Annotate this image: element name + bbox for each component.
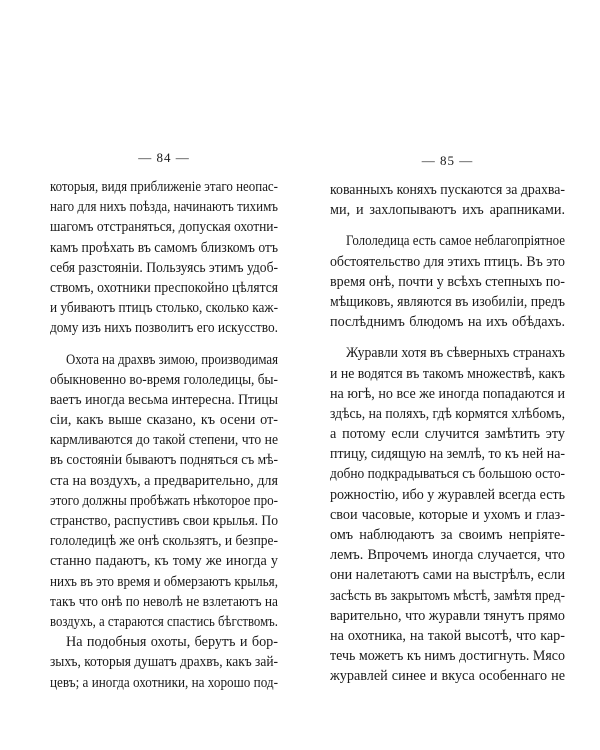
text-line: добно подкрадываться съ большою осто- bbox=[330, 466, 565, 483]
text-line: станно падаютъ, къ тому же иногда у bbox=[50, 553, 278, 570]
text-line: обстоятельство для этихъ птицъ. Въ это bbox=[330, 253, 565, 270]
page-number: — 84 — bbox=[138, 150, 190, 165]
text-line: птицу, сидящую на землѣ, то къ ней на- bbox=[330, 446, 565, 463]
text-line: шагомъ отстраняться, допуская охотни- bbox=[50, 219, 278, 236]
text-line: странство, распустивъ свои крылья. По bbox=[50, 513, 278, 529]
page-number: — 85 — bbox=[421, 153, 474, 168]
text-line: на охотника, на такой высотѣ, что кар- bbox=[330, 627, 565, 644]
text-line: камъ проѣхать въ самомъ близкомъ отъ bbox=[50, 239, 278, 256]
text-line: Гололедица есть самое неблагопріятное bbox=[346, 233, 565, 250]
text-line: цевъ; а иногда охотники, на хорошо под- bbox=[50, 674, 278, 691]
text-line: сіи, какъ выше сказано, къ осени от- bbox=[50, 412, 278, 429]
text-line: ствомъ, охотники преспокойно цѣлятся bbox=[50, 279, 278, 296]
right-page bbox=[330, 153, 565, 687]
text-line: такъ что онѣ по неволѣ не взлетаютъ на bbox=[50, 593, 278, 610]
text-line: и не водятся въ такомъ множествѣ, какъ bbox=[330, 365, 565, 382]
text-line: себя разстояніи. Пользуясь этимъ удоб- bbox=[50, 259, 278, 276]
left-page bbox=[50, 150, 278, 693]
text-line: время онѣ, почти у всѣхъ степныхъ по- bbox=[330, 273, 565, 290]
text-line: наго для нихъ поѣзда, начинаютъ тихимъ bbox=[50, 199, 278, 216]
text-line: нихъ въ это время и обмерзаютъ крылья, bbox=[50, 573, 278, 590]
text-line: варительно, что журавли тянутъ прямо bbox=[330, 607, 565, 624]
text-line: на югѣ, но все же иногда попадаются и bbox=[330, 385, 565, 402]
text-line: Охота на драхвъ зимою, производимая bbox=[66, 351, 278, 368]
text-line: омъ наблюдаютъ за своимъ непріяте- bbox=[330, 527, 565, 543]
text-line: ста на воздухъ, а предварительно, для bbox=[50, 472, 278, 489]
text-line: а потому если случится замѣтить эту bbox=[330, 426, 565, 443]
text-line: которыя, видя приближеніе этаго неопас- bbox=[50, 179, 278, 195]
text-line: Журавли хотя въ сѣверныхъ странахъ bbox=[346, 345, 565, 362]
text-line: течь можетъ къ нимъ достигнуть. Мясо bbox=[330, 648, 565, 665]
text-line: рожностію, ибо у журавлей всегда есть bbox=[330, 486, 565, 503]
text-line: они налетаютъ сами на выстрѣлъ, если bbox=[330, 567, 565, 584]
text-line: ми, и захлопываютъ ихъ арапниками. bbox=[330, 202, 565, 219]
text-line: свои часовые, которые и ухомъ и глаз- bbox=[330, 506, 565, 523]
text-line: ваетъ иногда весьма интересна. Птицы bbox=[50, 391, 278, 408]
text-line: кармливаются до такой степени, что не bbox=[50, 432, 278, 449]
text-line: здѣсь, на поляхъ, гдѣ кормятся хлѣбомъ, bbox=[330, 405, 565, 422]
text-line: зыхъ, которыя душатъ драхвъ, какъ зай- bbox=[50, 654, 278, 671]
text-line: и убиваютъ птицъ столько, сколько каж- bbox=[50, 300, 278, 317]
text-line: воздухъ, а стараются спастись бѣгствомъ. bbox=[50, 613, 278, 630]
text-line: мѣщиковъ, являются въ изобиліи, предъ bbox=[330, 293, 565, 310]
text-line: обыкновенно во-время гололедицы, бы- bbox=[50, 371, 278, 388]
text-line: этого должны пробѣжать нѣкоторое про- bbox=[50, 492, 278, 509]
text-line: На подобныя охоты, берутъ и бор- bbox=[66, 634, 278, 651]
text-line: лемъ. Впрочемъ иногда случается, что bbox=[330, 547, 565, 564]
page-text bbox=[330, 180, 565, 687]
text-line: послѣднимъ блюдомъ на ихъ обѣдахъ. bbox=[330, 314, 565, 331]
text-line: журавлей синее и вкуса особеннаго не bbox=[330, 668, 565, 685]
page-text bbox=[50, 177, 278, 693]
text-line: гололедицѣ же онѣ скользятъ, и безпре- bbox=[50, 533, 278, 550]
text-line: въ состояніи бываютъ подняться съ мѣ- bbox=[50, 452, 278, 469]
text-line: кованныхъ коняхъ пускаются за драхва- bbox=[330, 182, 565, 198]
text-line: дому изъ нихъ позволитъ его искусство. bbox=[50, 320, 278, 337]
text-line: засѣсть въ закрытомъ мѣстѣ, замѣтя пред- bbox=[330, 587, 565, 604]
